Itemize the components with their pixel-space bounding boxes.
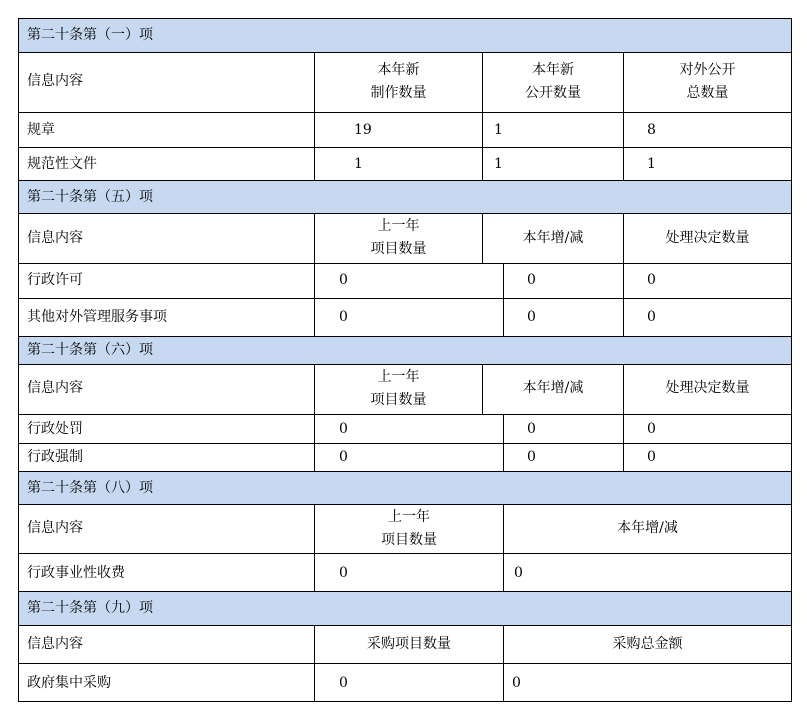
header-decision-count: 处理决定数量 (665, 380, 750, 396)
row-label: 政府集中采购 (27, 675, 111, 691)
row-rule (18, 18, 792, 19)
row-label: 行政许可 (27, 272, 83, 288)
header-prev-year-count (315, 215, 482, 261)
cell-value: 1 (494, 122, 503, 138)
cell-value: 0 (339, 309, 348, 325)
row-label: 行政处罚 (27, 421, 83, 437)
header-prev-year-count (315, 506, 503, 552)
row-rule (18, 414, 792, 415)
row-label: 行政强制 (27, 449, 83, 465)
header-line: 本年新 (532, 62, 574, 78)
header-info-content: 信息内容 (27, 520, 83, 536)
cell-value: 0 (527, 309, 536, 325)
row-rule (18, 213, 792, 214)
header-procurement-count: 采购项目数量 (367, 636, 451, 652)
cell-value: 0 (647, 449, 656, 465)
cell-value: 0 (339, 449, 348, 465)
header-line: 上一年 (377, 218, 420, 234)
cell-value: 0 (339, 272, 348, 288)
row-rule (18, 471, 792, 472)
row-rule (18, 298, 792, 299)
row-label: 规范性文件 (27, 156, 97, 172)
header-info-content: 信息内容 (27, 636, 83, 652)
section-title: 第二十条第（一）项 (27, 27, 153, 43)
header-line: 制作数量 (370, 85, 427, 101)
row-label: 行政事业性收费 (27, 565, 125, 581)
row-rule (18, 504, 792, 505)
header-new-published (483, 59, 623, 105)
row-rule (18, 180, 792, 181)
header-info-content: 信息内容 (27, 380, 83, 396)
cell-value: 0 (647, 421, 656, 437)
table-right-border (791, 18, 792, 702)
header-line: 总数量 (686, 85, 729, 101)
cell-value: 1 (354, 156, 363, 172)
cell-value: 1 (647, 156, 656, 172)
row-rule (18, 701, 792, 702)
row-rule (18, 52, 792, 53)
header-change: 本年增/减 (522, 230, 584, 246)
header-line: 公开数量 (525, 85, 581, 101)
header-decision-count: 处理决定数量 (665, 230, 750, 246)
header-line: 项目数量 (370, 392, 427, 408)
cell-value: 0 (339, 675, 348, 691)
header-line: 上一年 (377, 369, 420, 385)
header-new-produced (315, 59, 482, 105)
cell-value: 0 (647, 309, 656, 325)
header-change: 本年增/减 (522, 380, 584, 396)
header-line: 项目数量 (381, 532, 437, 548)
row-label: 其他对外管理服务事项 (27, 309, 167, 325)
cell-value: 0 (527, 449, 536, 465)
header-line: 对外公开 (679, 62, 736, 78)
section-title: 第二十条第（八）项 (27, 480, 153, 496)
row-rule (18, 553, 792, 554)
cell-value: 0 (339, 565, 348, 581)
row-rule (18, 591, 792, 592)
header-prev-year-count (315, 366, 482, 412)
header-info-content: 信息内容 (27, 73, 83, 89)
header-info-content: 信息内容 (27, 230, 83, 246)
cell-value: 8 (647, 122, 656, 138)
header-line: 项目数量 (370, 241, 427, 257)
cell-value: 19 (354, 122, 372, 138)
row-rule (18, 147, 792, 148)
header-change: 本年增/减 (617, 520, 678, 536)
section-title: 第二十条第（五）项 (27, 189, 153, 205)
cell-value: 1 (494, 156, 503, 172)
row-rule (18, 663, 792, 664)
cell-value: 0 (647, 272, 656, 288)
row-rule (18, 336, 792, 337)
header-line: 本年新 (377, 62, 420, 78)
cell-value: 0 (527, 272, 536, 288)
section-title: 第二十条第（六）项 (27, 342, 153, 358)
row-rule (18, 112, 792, 113)
row-label: 规章 (27, 122, 55, 138)
cell-value: 0 (512, 675, 521, 691)
section-title: 第二十条第（九）项 (27, 600, 153, 616)
row-rule (18, 443, 792, 444)
header-procurement-amount: 采购总金额 (612, 636, 683, 652)
row-rule (18, 263, 792, 264)
col-rule (503, 414, 504, 472)
row-rule (18, 364, 792, 365)
col-rule (503, 263, 504, 337)
cell-value: 0 (514, 565, 523, 581)
cell-value: 0 (527, 421, 536, 437)
cell-value: 0 (339, 421, 348, 437)
row-rule (18, 625, 792, 626)
header-line: 上一年 (388, 509, 430, 525)
header-total-public (624, 59, 791, 105)
table-left-border (18, 18, 19, 702)
